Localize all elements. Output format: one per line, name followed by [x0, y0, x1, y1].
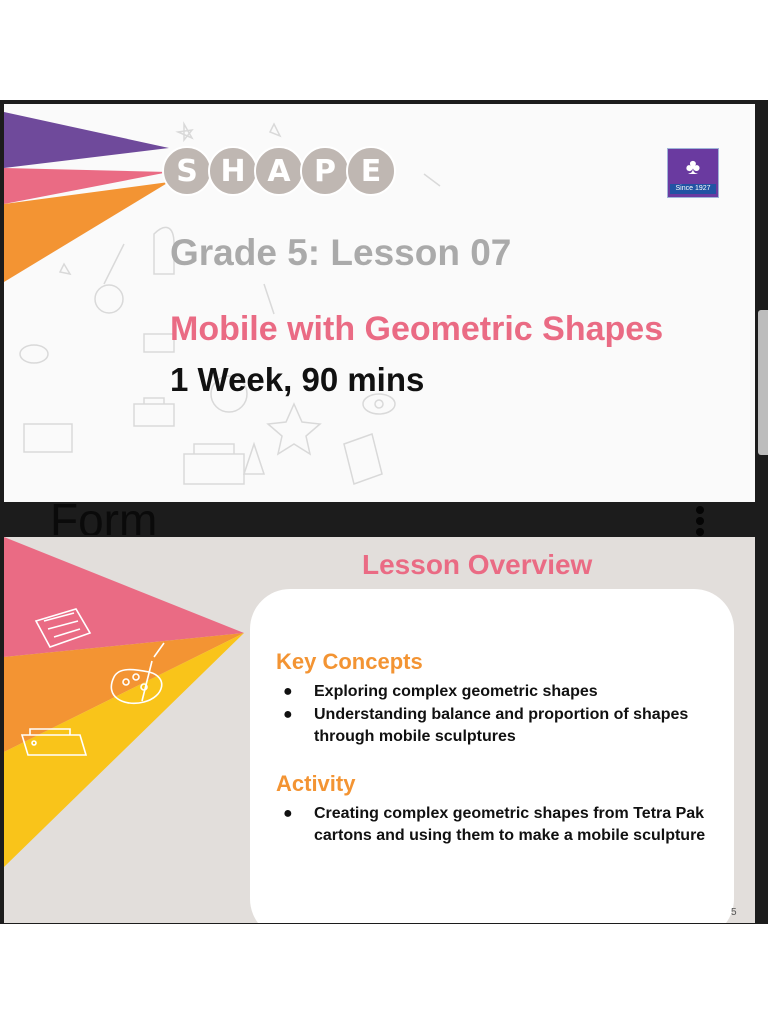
title-slide [4, 104, 755, 502]
list-item: ● Understanding balance and proportion of shapes through mobile sculptures [283, 706, 689, 745]
overview-card [250, 589, 734, 923]
lesson-title: Grade 5: Lesson 07 [170, 232, 512, 273]
lesson-subtitle: Mobile with Geometric Shapes [170, 310, 664, 348]
more-options-icon[interactable] [694, 506, 706, 539]
page-number: 5 [731, 907, 737, 918]
lesson-duration: 1 Week, 90 mins [170, 361, 425, 398]
list-item-text: Understanding balance and proportion of shapes through mobile sculptures [314, 706, 689, 745]
school-tree-emblem-icon [667, 148, 719, 198]
partial-background-text: Form [50, 497, 158, 535]
logo-letter: S [162, 146, 212, 196]
activity-list [276, 803, 716, 848]
logo-letter: P [300, 146, 350, 196]
list-item: ● Creating complex geometric shapes from Tetra Pak cartons and using them to make a mobile sculpture [283, 805, 706, 844]
logo-letter: H [208, 146, 258, 196]
overview-slide [4, 537, 755, 923]
emblem-caption: Since 1927 [670, 184, 716, 194]
list-item: ● Exploring complex geometric shapes [283, 683, 598, 700]
key-concepts-list [276, 681, 716, 749]
scrollbar-thumb[interactable] [758, 310, 768, 455]
key-concepts-title: Key Concepts [276, 649, 423, 674]
tree-icon: ♣ [685, 154, 701, 179]
slide-heading: Lesson Overview [362, 549, 593, 580]
activity-title: Activity [276, 771, 356, 796]
list-item-text: Creating complex geometric shapes from Tetra Pak cartons and using them to make a mobile sculpture [314, 805, 706, 844]
purple-wedge [4, 112, 169, 168]
logo-letter: A [254, 146, 304, 196]
shape-logo [162, 146, 392, 200]
list-item-text: Exploring complex geometric shapes [314, 683, 598, 700]
logo-letter: E [346, 146, 396, 196]
